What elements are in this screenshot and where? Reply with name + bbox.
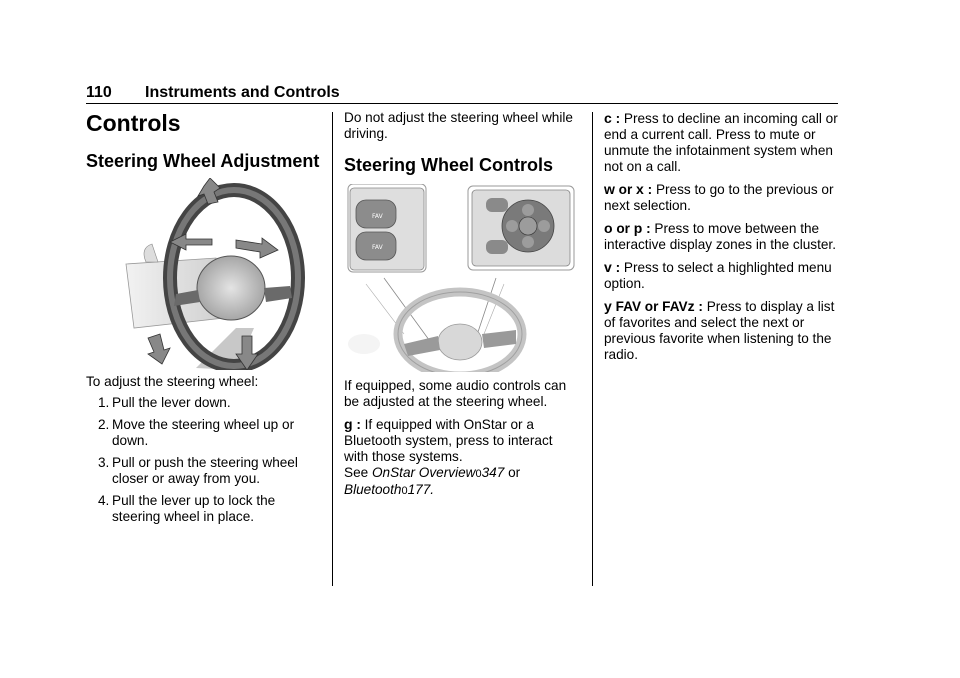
page-ref-arrow-icon: 0 xyxy=(475,468,482,480)
left-arrow-icon: o xyxy=(604,220,613,236)
step-item: 1. Pull the lever down. xyxy=(98,395,231,410)
page-header xyxy=(86,84,838,104)
section-title: Controls xyxy=(86,110,181,136)
page-ref-177[interactable]: 177. xyxy=(407,482,435,497)
fav-down-icon: z xyxy=(687,298,695,314)
page-number: 110 xyxy=(86,84,112,101)
adjust-intro: To adjust the steering wheel: xyxy=(86,374,259,389)
zones-paragraph: o or p : Press to move between the interactive display zones in the cluster. xyxy=(604,220,836,252)
column-3 xyxy=(604,110,840,369)
adjust-steps-list xyxy=(86,395,322,525)
column-divider-right xyxy=(592,112,593,586)
end-call-icon: c xyxy=(604,110,612,126)
column-2 xyxy=(344,110,580,505)
column-1 xyxy=(86,110,322,531)
prev-next-paragraph: w or x : Press to go to the previous or next selection. xyxy=(604,181,834,213)
right-arrow-icon: p xyxy=(633,220,643,236)
checkmark-icon: v xyxy=(604,259,612,275)
page-ref-arrow-icon: 0 xyxy=(401,485,408,497)
favorites-paragraph: y FAV or FAVz : Press to display a list of favorites and select the next or previous favorite when listening to the radio. xyxy=(604,298,835,362)
steering-wheel-adjustment-illustration xyxy=(86,178,322,370)
onstar-paragraph: g : If equipped with OnStar or a Bluetooth system, press to interact with those systems. See OnStar Overview0347 or Bluetooth0177. xyxy=(344,416,553,497)
bluetooth-link[interactable]: Bluetooth xyxy=(344,482,402,497)
chapter-title: Instruments and Controls xyxy=(145,84,340,101)
step-item: 4. Pull the lever up to lock the steering wheel in place. xyxy=(98,493,276,524)
subsection-title-adjustment: Steering Wheel Adjustment xyxy=(86,151,320,171)
page-ref-347[interactable]: 347 xyxy=(481,465,505,480)
step-item: 2. Move the steering wheel up or down. xyxy=(98,417,295,448)
voice-icon: g xyxy=(344,416,353,432)
select-paragraph: v : Press to select a highlighted menu option. xyxy=(604,259,832,291)
fav-down-label: FAV xyxy=(372,244,383,251)
fav-up-label: FAV xyxy=(372,213,383,220)
subsection-title-controls: Steering Wheel Controls xyxy=(344,155,554,175)
step-item: 3. Pull or push the steering wheel closer or away from you. xyxy=(98,455,298,486)
column-divider-left xyxy=(332,112,333,586)
warning-lead: Do not adjust the steering wheel while driving. xyxy=(344,110,573,141)
audio-controls-paragraph: If equipped, some audio controls can be adjusted at the steering wheel. xyxy=(344,378,567,409)
down-arrow-icon: x xyxy=(636,181,644,197)
up-arrow-icon: w xyxy=(604,181,615,197)
end-call-paragraph: c : Press to decline an incoming call or end a current call. Press to mute or unmute the infotainment system when not on a call. xyxy=(604,110,838,174)
steering-wheel-controls-illustration xyxy=(344,184,580,372)
fav-up-icon: y xyxy=(604,298,612,314)
onstar-overview-link[interactable]: OnStar Overview xyxy=(371,465,476,480)
